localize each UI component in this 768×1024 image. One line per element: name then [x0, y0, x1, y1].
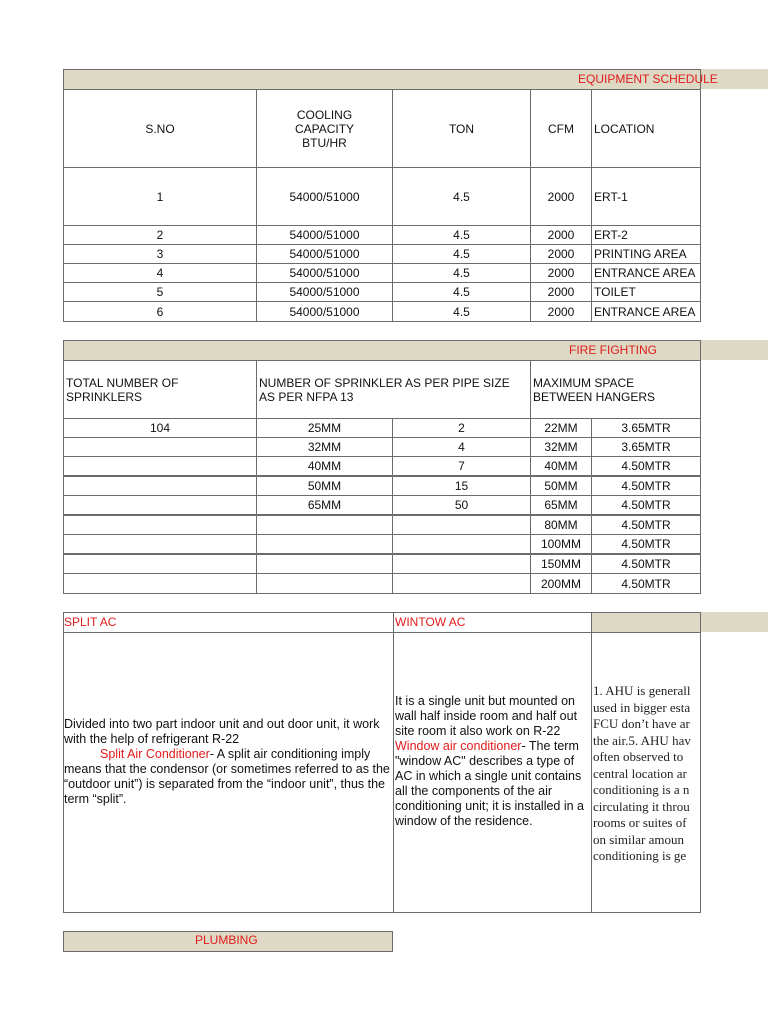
hanger-space-cell: 3.65MTR — [591, 418, 701, 438]
hanger-size-cell: 32MM — [530, 437, 592, 457]
equipment-row-sno: 1 — [63, 167, 257, 226]
equipment-row-sno: 5 — [63, 282, 257, 302]
ahu-line: central location ar — [593, 765, 687, 781]
equipment-header-cfm: CFM — [530, 89, 592, 168]
equipment-row-capacity: 54000/51000 — [256, 301, 393, 322]
window-ac-rest: - The term "window AC" describes a type of AC in which a single unit contains all the components of the air conditioning unit; it is installed in a window of the residence. — [395, 739, 585, 828]
pipe-count-cell: 7 — [392, 456, 531, 476]
pipe-size-cell: 40MM — [256, 456, 393, 476]
fire-header-max-space: MAXIMUM SPACE BETWEEN HANGERS — [530, 360, 701, 419]
split-ac-red-term: Split Air Conditioner — [100, 747, 210, 761]
fire-header-total: TOTAL NUMBER OF SPRINKLERS — [63, 360, 257, 419]
equipment-header-sno: S.NO — [63, 89, 257, 168]
equipment-row-location: ERT-2 — [591, 225, 701, 245]
ahu-line: on similar amoun — [593, 831, 684, 847]
equipment-row-cfm: 2000 — [530, 263, 592, 283]
split-ac-line1: Divided into two part indoor unit and out door unit, it work with the help of refrigerant R-22 — [64, 717, 380, 746]
equipment-schedule-title: EQUIPMENT SCHEDULE — [578, 72, 718, 86]
ahu-line: conditioning is a n — [593, 782, 690, 797]
pipe-count-cell — [392, 515, 531, 535]
pipe-count-cell — [392, 554, 531, 574]
pipe-count-cell: 2 — [392, 418, 531, 438]
pipe-size-cell: 65MM — [256, 495, 393, 515]
window-ac-description — [395, 694, 589, 829]
sprinkler-total-cell — [63, 573, 257, 594]
hanger-size-cell: 150MM — [530, 554, 592, 574]
hanger-space-cell: 4.50MTR — [591, 554, 701, 574]
equipment-row-cfm: 2000 — [530, 244, 592, 264]
split-ac-title: SPLIT AC — [64, 615, 117, 629]
sprinkler-total-cell — [63, 495, 257, 515]
equipment-row-ton: 4.5 — [392, 244, 531, 264]
equipment-header-location: LOCATION — [591, 89, 701, 168]
ahu-line: circulating it throu — [593, 798, 690, 814]
equipment-row-ton: 4.5 — [392, 282, 531, 302]
hanger-size-cell: 200MM — [530, 573, 592, 594]
hanger-space-cell: 4.50MTR — [591, 534, 701, 554]
equipment-row-location: ENTRANCE AREA — [591, 301, 701, 322]
split-ac-description — [64, 717, 392, 807]
equipment-row-capacity: 54000/51000 — [256, 244, 393, 264]
equipment-row-location: ENTRANCE AREA — [591, 263, 701, 283]
sprinkler-total-cell — [63, 437, 257, 457]
equipment-row-capacity: 54000/51000 — [256, 225, 393, 245]
window-ac-title: WINTOW AC — [395, 615, 466, 629]
hanger-size-cell: 50MM — [530, 476, 592, 496]
equipment-row-ton: 4.5 — [392, 167, 531, 226]
fire-fighting-title: FIRE FIGHTING — [569, 343, 657, 357]
hanger-space-cell: 4.50MTR — [591, 515, 701, 535]
equipment-row-sno: 2 — [63, 225, 257, 245]
ahu-line: used in bigger esta — [593, 699, 691, 715]
equipment-row-capacity: 54000/51000 — [256, 282, 393, 302]
pipe-size-cell — [256, 573, 393, 594]
equipment-row-cfm: 2000 — [530, 282, 592, 302]
hanger-space-cell: 4.50MTR — [591, 476, 701, 496]
hanger-size-cell: 80MM — [530, 515, 592, 535]
equipment-row-location: PRINTING AREA — [591, 244, 701, 264]
ahu-line: often observed to — [593, 749, 684, 764]
pipe-count-cell: 4 — [392, 437, 531, 457]
ac-header-extension — [701, 612, 768, 632]
ahu-line: 1. AHU is generall — [593, 683, 691, 698]
pipe-size-cell — [256, 554, 393, 574]
pipe-count-cell — [392, 534, 531, 554]
hanger-size-cell: 40MM — [530, 456, 592, 476]
equipment-row-cfm: 2000 — [530, 225, 592, 245]
sprinkler-total-cell — [63, 554, 257, 574]
pipe-size-cell — [256, 515, 393, 535]
sprinkler-total-cell — [63, 515, 257, 535]
ahu-line: conditioning is ge — [593, 848, 687, 863]
hanger-space-cell: 4.50MTR — [591, 495, 701, 515]
ac-header-ahu-cell — [591, 612, 701, 633]
split-ac-rest: - A split air conditioning imply means that the condensor (or sometimes referred to as the “outdoor unit”) is separated from the “indoor unit”, thus the term “split”. — [64, 747, 390, 806]
equipment-row-cfm: 2000 — [530, 167, 592, 226]
ahu-description — [593, 683, 691, 865]
equipment-row-location: TOILET — [591, 282, 701, 302]
window-ac-red-term: Window air conditioner — [395, 739, 522, 753]
fire-fighting-header-extension — [701, 340, 768, 360]
equipment-row-capacity: 54000/51000 — [256, 167, 393, 226]
ahu-line: FCU don’t have ar — [593, 716, 690, 731]
sprinkler-total-cell — [63, 534, 257, 554]
equipment-schedule-title-clip — [560, 69, 718, 90]
equipment-row-ton: 4.5 — [392, 301, 531, 322]
equipment-row-cfm: 2000 — [530, 301, 592, 322]
equipment-header-capacity: COOLING CAPACITY BTU/HR — [256, 89, 393, 168]
equipment-row-location: ERT-1 — [591, 167, 701, 226]
equipment-row-capacity: 54000/51000 — [256, 263, 393, 283]
hanger-space-cell: 4.50MTR — [591, 573, 701, 594]
equipment-row-sno: 3 — [63, 244, 257, 264]
pipe-count-cell: 15 — [392, 476, 531, 496]
ahu-description-clip — [592, 683, 700, 863]
sprinkler-total-cell — [63, 456, 257, 476]
equipment-header-ton: TON — [392, 89, 531, 168]
pipe-size-cell: 25MM — [256, 418, 393, 438]
pipe-size-cell: 32MM — [256, 437, 393, 457]
equipment-row-ton: 4.5 — [392, 263, 531, 283]
ahu-line: rooms or suites of — [593, 815, 687, 830]
pipe-size-cell — [256, 534, 393, 554]
sprinkler-total-cell — [63, 476, 257, 496]
pipe-count-cell — [392, 573, 531, 594]
fire-header-per-pipe: NUMBER OF SPRINKLER AS PER PIPE SIZE AS PER NFPA 13 — [256, 360, 531, 419]
plumbing-title: PLUMBING — [195, 933, 258, 947]
pipe-count-cell: 50 — [392, 495, 531, 515]
pipe-size-cell: 50MM — [256, 476, 393, 496]
equipment-row-sno: 4 — [63, 263, 257, 283]
hanger-size-cell: 100MM — [530, 534, 592, 554]
ahu-line: the air.5. AHU hav — [593, 732, 691, 748]
hanger-size-cell: 22MM — [530, 418, 592, 438]
equipment-row-sno: 6 — [63, 301, 257, 322]
sprinkler-total-cell: 104 — [63, 418, 257, 438]
hanger-size-cell: 65MM — [530, 495, 592, 515]
hanger-space-cell: 3.65MTR — [591, 437, 701, 457]
equipment-row-ton: 4.5 — [392, 225, 531, 245]
window-ac-line1: It is a single unit but mounted on wall half inside room and half out site room it also work on R-22 — [395, 694, 578, 738]
hanger-space-cell: 4.50MTR — [591, 456, 701, 476]
